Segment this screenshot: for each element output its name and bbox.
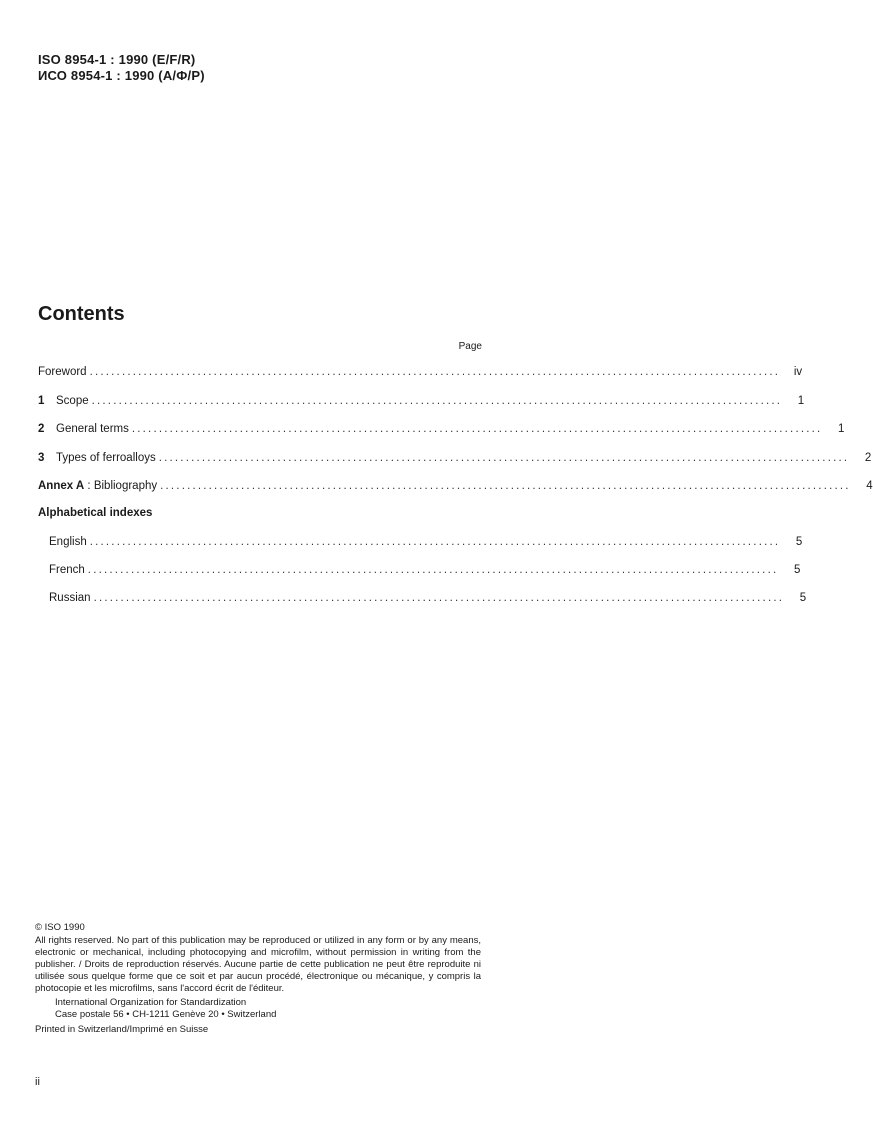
toc-entry-annex-a[interactable] (38, 480, 873, 496)
contents-title: Contents (38, 303, 125, 325)
toc-leader-dots: ................................................................................................................................ (89, 536, 781, 548)
alphabetical-indexes-heading: Alphabetical indexes (38, 507, 153, 519)
toc-entry-label (38, 480, 160, 492)
toc-entry-label: Scope (56, 395, 89, 407)
annex-title: : Bibliography (84, 480, 158, 492)
page-number: ii (35, 1076, 40, 1088)
toc-entry-foreword[interactable] (38, 366, 803, 382)
toc-entry-scope[interactable] (38, 395, 805, 411)
toc-entry-label: Foreword (38, 366, 87, 378)
header-line-english: ISO 8954-1 : 1990 (E/F/R) (38, 52, 196, 67)
toc-entry-types-of-ferroalloys[interactable] (38, 452, 872, 468)
page-column-label: Page (458, 341, 482, 352)
toc-leader-dots: ................................................................................................................................ (131, 423, 823, 435)
copyright-block (35, 922, 481, 1036)
toc-leader-dots: ................................................................................................................................ (93, 592, 785, 604)
toc-entry-number: 3 (38, 452, 45, 464)
postal-address: Case postale 56 • CH-1211 Genève 20 • Switzerland (55, 1009, 277, 1020)
header-line-russian: ИСО 8954-1 : 1990 (А/Ф/Р) (38, 68, 205, 83)
toc-index-russian[interactable] (49, 592, 807, 608)
toc-entry-page: 1 (797, 395, 805, 407)
toc-leader-dots: ................................................................................................................................ (158, 452, 850, 464)
toc-entry-page: iv (793, 366, 803, 378)
toc-leader-dots: ................................................................................................................................ (160, 480, 851, 492)
toc-entry-page: 2 (864, 452, 872, 464)
toc-entry-label: Types of ferroalloys (56, 452, 156, 464)
document-header (38, 52, 205, 84)
toc-entry-label: Russian (49, 592, 91, 604)
toc-entry-general-terms[interactable] (38, 423, 845, 439)
toc-entry-label: French (49, 564, 85, 576)
toc-index-english[interactable] (49, 536, 803, 552)
toc-leader-dots: ................................................................................................................................ (89, 366, 781, 378)
toc-entry-page: 5 (799, 592, 807, 604)
toc-entry-label: English (49, 536, 87, 548)
toc-entry-page: 5 (793, 564, 801, 576)
toc-entry-label: General terms (56, 423, 129, 435)
toc-entry-number: 2 (38, 423, 45, 435)
copyright-line: © ISO 1990 (35, 922, 85, 933)
rights-notice: All rights reserved. No part of this publication may be reproduced or utilized in any form or by any means, electronic or mechanical, including photocopying and microfilm, without permission in writing from the publisher. / Droits de reproduction réservés. Aucune partie de cette publication ne peut être reproduite ni utilisée sous quelque forme que ce soit et par aucun procédé, électronique ou mécanique, y compris la photocopie et les microfilms, sans l'accord écrit de l'éditeur. (35, 935, 481, 994)
toc-entry-number: 1 (38, 395, 45, 407)
publisher-address (35, 997, 481, 1021)
toc-index-french[interactable] (49, 564, 801, 580)
toc-leader-dots: ................................................................................................................................ (91, 395, 783, 407)
organization-name: International Organization for Standardization (55, 997, 247, 1008)
toc-entry-page: 4 (866, 480, 873, 492)
toc-entry-page: 1 (838, 423, 845, 435)
toc-leader-dots: ................................................................................................................................ (87, 564, 779, 576)
annex-label: Annex A (38, 480, 85, 492)
toc-entry-page: 5 (795, 536, 803, 548)
printed-in: Printed in Switzerland/Imprimé en Suisse (35, 1024, 209, 1035)
